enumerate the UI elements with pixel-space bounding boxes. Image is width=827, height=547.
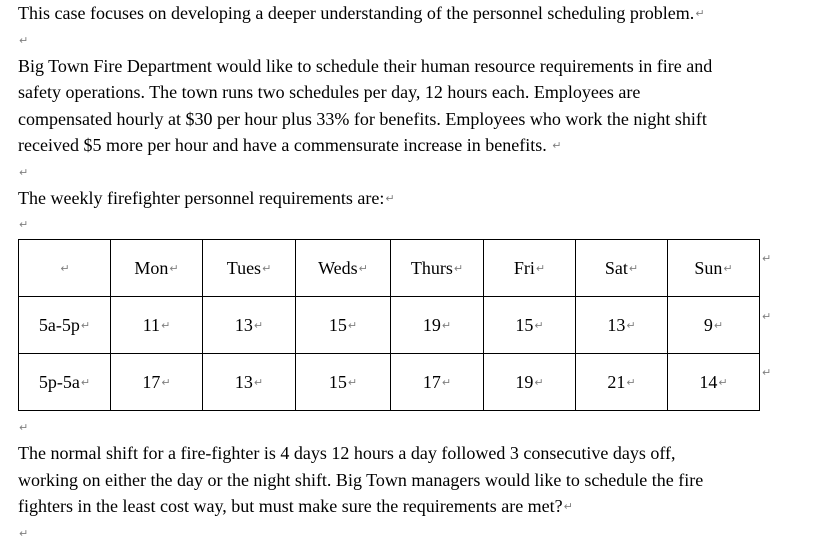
paragraph-line: Big Town Fire Department would like to schedule their human resource requirements in fire and <box>18 55 713 76</box>
day-label: Tues <box>226 257 262 278</box>
table-cell <box>111 297 203 354</box>
paragraph-mark-icon: ↵ <box>695 7 705 20</box>
shift-label-cell <box>19 297 111 354</box>
shift-label: 5p-5a <box>38 371 80 392</box>
cell-mark-icon: ↵ <box>262 261 272 275</box>
day-header-cell <box>111 240 203 297</box>
document-body <box>18 0 808 237</box>
cell-mark-icon: ↵ <box>347 318 358 332</box>
day-label: Sun <box>694 257 723 278</box>
day-label: Thurs <box>410 257 453 278</box>
requirement-value: 17 <box>142 371 161 392</box>
day-label: Weds <box>318 257 358 278</box>
table-cell <box>203 297 296 354</box>
requirements-heading: The weekly firefighter personnel requirements are: <box>18 187 385 208</box>
requirement-value: 13 <box>607 314 626 335</box>
cell-mark-icon: ↵ <box>713 318 724 332</box>
cell-mark-icon: ↵ <box>441 318 452 332</box>
intro-line <box>18 0 808 27</box>
cell-mark-icon: ↵ <box>161 375 171 389</box>
requirements-table <box>18 239 760 411</box>
requirement-value: 17 <box>422 371 441 392</box>
lower-section <box>18 414 808 546</box>
paragraph-mark-icon: ↵ <box>19 526 29 540</box>
day-label: Sat <box>604 257 628 278</box>
cell-mark-icon: ↵ <box>441 375 452 389</box>
day-header-cell <box>391 240 484 297</box>
shift-label: 5a-5p <box>38 314 80 335</box>
empty-paragraph <box>18 211 808 237</box>
cell-mark-icon: ↵ <box>80 318 91 332</box>
table-cell <box>296 354 391 411</box>
cell-mark-icon: ↵ <box>60 261 70 275</box>
paragraph-mark-icon: ↵ <box>552 139 562 152</box>
requirement-value: 11 <box>142 314 161 335</box>
paragraph-fire-department <box>18 53 808 159</box>
empty-paragraph <box>18 27 808 53</box>
cell-mark-icon: ↵ <box>169 261 179 275</box>
paragraph-line-last <box>18 132 808 159</box>
table-cell <box>391 297 484 354</box>
cell-mark-icon: ↵ <box>723 261 733 275</box>
paragraph-line: fighters in the least cost way, but must make sure the requirements are met? <box>18 496 563 516</box>
cell-mark-icon: ↵ <box>626 318 636 332</box>
table-corner-cell <box>19 240 111 297</box>
table-cell <box>668 297 760 354</box>
cell-mark-icon: ↵ <box>535 261 546 275</box>
paragraph-mark-icon: ↵ <box>19 421 29 434</box>
paragraph-mark-icon: ↵ <box>19 33 29 47</box>
empty-paragraph <box>18 159 808 185</box>
paragraph-mark-icon: ↵ <box>19 218 29 231</box>
cell-mark-icon: ↵ <box>253 375 264 389</box>
table-cell <box>668 354 760 411</box>
row-end-mark-icon: ↵ <box>762 252 772 265</box>
requirement-value: 13 <box>234 314 253 335</box>
requirements-heading-line <box>18 185 808 212</box>
cell-mark-icon: ↵ <box>80 375 91 389</box>
day-header-cell <box>484 240 576 297</box>
paragraph-line-last <box>18 493 808 520</box>
row-end-mark-icon: ↵ <box>762 310 772 323</box>
table-header-row <box>19 240 760 297</box>
cell-mark-icon: ↵ <box>626 375 636 389</box>
paragraph-line: compensated hourly at $30 per hour plus 33% for benefits. Employees who work the night shift <box>18 108 707 129</box>
table-cell <box>296 297 391 354</box>
paragraph-line: working on either the day or the night shift. Big Town managers would like to schedule the fire <box>18 469 704 490</box>
cell-mark-icon: ↵ <box>628 261 639 275</box>
table-cell <box>203 354 296 411</box>
empty-paragraph <box>18 414 808 440</box>
cell-mark-icon: ↵ <box>534 375 544 389</box>
paragraph-mark-icon: ↵ <box>563 500 573 513</box>
cell-mark-icon: ↵ <box>534 318 544 332</box>
table-cell <box>111 354 203 411</box>
day-header-cell <box>203 240 296 297</box>
paragraph-line: safety operations. The town runs two schedules per day, 12 hours each. Employees are <box>18 82 641 102</box>
paragraph-line: received $5 more per hour and have a commensurate increase in benefits. <box>18 135 552 155</box>
intro-text: This case focuses on developing a deeper understanding of the personnel scheduling problem. <box>18 3 695 23</box>
requirement-value: 13 <box>234 371 253 392</box>
day-header-cell <box>296 240 391 297</box>
paragraph-shift-rules <box>18 440 808 520</box>
paragraph-mark-icon: ↵ <box>385 191 395 205</box>
paragraph-line: The normal shift for a fire-fighter is 4 days 12 hours a day followed 3 consecutive days off, <box>18 443 676 463</box>
table-cell <box>576 297 668 354</box>
day-header-cell <box>576 240 668 297</box>
day-label: Mon <box>134 257 169 278</box>
table-cell <box>576 354 668 411</box>
shift-label-cell <box>19 354 111 411</box>
cell-mark-icon: ↵ <box>358 261 368 275</box>
requirement-value: 19 <box>422 314 441 335</box>
table-cell <box>391 354 484 411</box>
cell-mark-icon: ↵ <box>161 318 171 332</box>
requirement-value: 21 <box>607 371 626 392</box>
table-row <box>19 297 760 354</box>
requirement-value: 9 <box>703 314 713 335</box>
requirement-value: 19 <box>515 371 534 392</box>
cell-mark-icon: ↵ <box>347 375 358 389</box>
requirement-value: 15 <box>328 314 347 335</box>
table-cell <box>484 297 576 354</box>
paragraph-mark-icon: ↵ <box>19 165 29 179</box>
requirement-value: 15 <box>328 371 347 392</box>
cell-mark-icon: ↵ <box>453 261 464 275</box>
empty-paragraph <box>18 520 808 546</box>
requirement-value: 14 <box>699 371 718 392</box>
cell-mark-icon: ↵ <box>253 318 264 332</box>
cell-mark-icon: ↵ <box>718 375 728 389</box>
table-cell <box>484 354 576 411</box>
day-label: Fri <box>513 257 535 278</box>
row-end-mark-icon: ↵ <box>762 366 772 379</box>
table-row <box>19 354 760 411</box>
day-header-cell <box>668 240 760 297</box>
requirement-value: 15 <box>515 314 534 335</box>
